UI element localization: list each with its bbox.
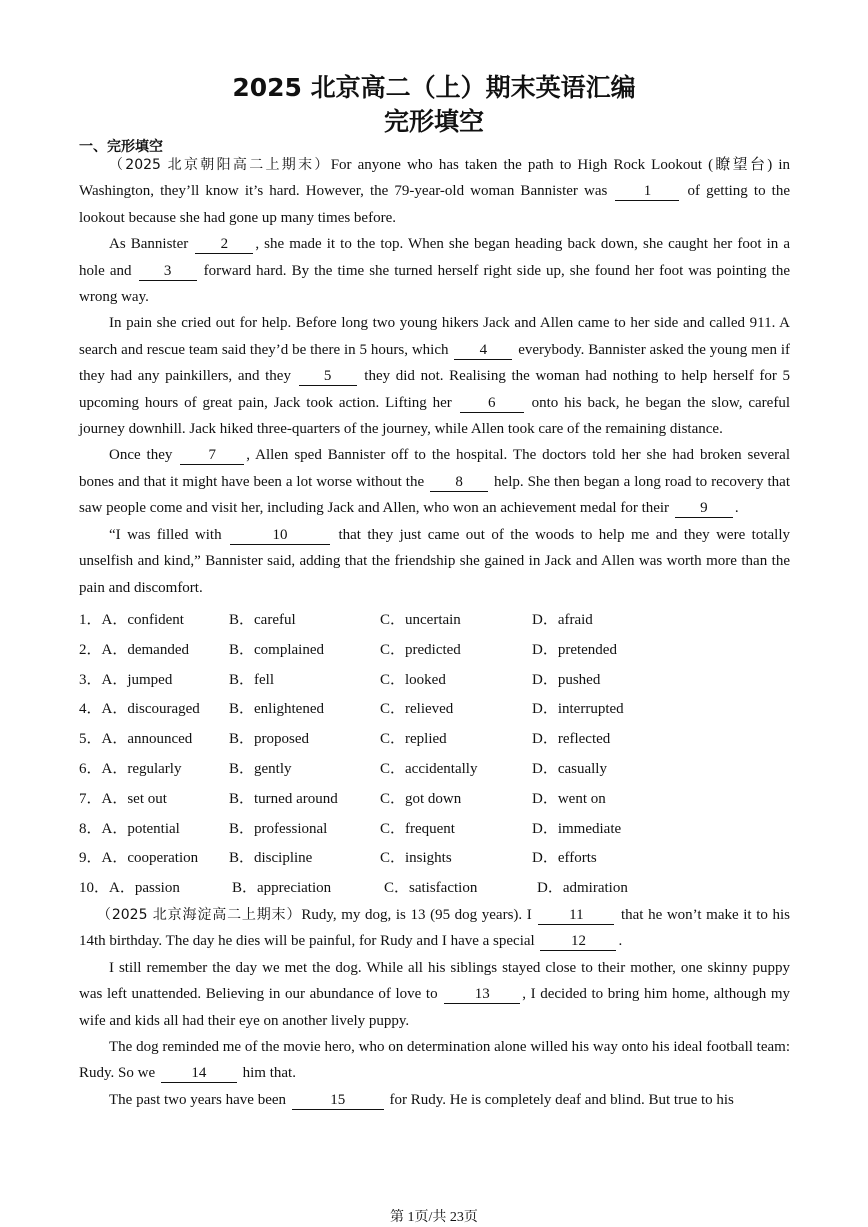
option-row bbox=[79, 691, 790, 721]
passage-source: （2025 北京海淀高二上期末） bbox=[97, 907, 302, 923]
passage-source: （2025 北京朝阳高二上期末） bbox=[109, 157, 331, 173]
option[interactable]: C．got down bbox=[380, 790, 462, 807]
option[interactable]: B．gently bbox=[229, 760, 292, 777]
option-row bbox=[79, 602, 790, 632]
option-row bbox=[79, 632, 790, 662]
option[interactable]: D．afraid bbox=[532, 612, 593, 628]
answer-options bbox=[79, 602, 790, 900]
option[interactable]: B．discipline bbox=[229, 850, 313, 867]
passage-1 bbox=[79, 152, 790, 601]
option[interactable]: 7．A．set out bbox=[79, 790, 167, 807]
paragraph: In pain she cried out for help. Before long two young hikers Jack and Allen came to her side and called 911. A search and rescue team said they’d be there in 5 hours, which 4 everybody. Bannister asked the young men if they had any painkillers, and they 5 they did not. Realising the woman had nothing to help herself for 5 upcoming hours of great pain, Jack took action. Lifting her 6 onto his back, he began the slow, careful journey downhill. Jack hiked three-quarters of the journey, while Allen took care of the remaining distance. bbox=[79, 315, 790, 438]
paragraph: （2025 北京朝阳高二上期末）For anyone who has taken the path to High Rock Lookout (瞭望台) in Washington, they’ll know it’s hard. However, the 79-year-old woman Bannister was 1 of getting to the lookout because she had gone up many times before. bbox=[79, 157, 790, 226]
option[interactable]: B．complained bbox=[229, 641, 324, 658]
option[interactable]: C．predicted bbox=[380, 641, 461, 658]
answer-blank[interactable]: 7 bbox=[180, 447, 244, 465]
option[interactable]: 3．A．jumped bbox=[79, 671, 173, 688]
option[interactable]: 8．A．potential bbox=[79, 820, 180, 837]
option[interactable]: 5．A．announced bbox=[79, 731, 193, 748]
option[interactable]: C．looked bbox=[380, 671, 446, 688]
answer-blank[interactable]: 13 bbox=[444, 986, 520, 1004]
option[interactable]: D．pushed bbox=[532, 671, 601, 688]
answer-blank[interactable]: 5 bbox=[299, 368, 357, 386]
paragraph: “I was filled with 10 that they just came out of the woods to help me and they were totally unselfish and kind,” Bannister said, adding that the friendship she gained in Jack and Allen was worth more than the pain and discomfort. bbox=[79, 526, 790, 596]
paragraph: I still remember the day we met the dog. While all his siblings stayed close to their mother, one skinny puppy was left unattended. Believing in our abundance of love to 13 , I decided to bring him home, although my wife and kids all had their eye on another lively puppy. bbox=[79, 959, 790, 1029]
option[interactable]: B．proposed bbox=[229, 731, 309, 748]
option[interactable]: C．replied bbox=[380, 731, 447, 748]
option[interactable]: D．efforts bbox=[532, 850, 597, 867]
answer-blank[interactable]: 12 bbox=[540, 933, 616, 951]
answer-blank[interactable]: 10 bbox=[230, 527, 330, 545]
answer-blank[interactable]: 8 bbox=[430, 474, 488, 492]
option[interactable]: 9．A．cooperation bbox=[79, 850, 199, 867]
answer-blank[interactable]: 9 bbox=[675, 500, 733, 518]
option-row bbox=[79, 751, 790, 781]
paragraph: Once they 7 , Allen sped Bannister off to the hospital. The doctors told her she had broken several bones and that it might have been a lot worse without the 8 help. She then began a long road to recovery that saw people come and visit her, including Jack and Allen, who won an achievement medal for their 9 . bbox=[79, 447, 790, 517]
paragraph: （2025 北京海淀高二上期末）Rudy, my dog, is 13 (95 dog years). I 11 that he won’t make it to his 14th birthday. The day he dies will be painful, for Rudy and I have a special 12 . bbox=[79, 907, 790, 950]
option[interactable]: D．reflected bbox=[532, 731, 611, 748]
answer-blank[interactable]: 11 bbox=[538, 907, 614, 925]
option[interactable]: D．pretended bbox=[532, 641, 617, 658]
option[interactable]: B．professional bbox=[229, 820, 328, 837]
option[interactable]: C．uncertain bbox=[380, 612, 461, 628]
paragraph: The past two years have been 15 for Rudy. He is completely deaf and blind. But true to his bbox=[109, 1091, 734, 1108]
option-row bbox=[79, 840, 790, 870]
option[interactable]: D．interrupted bbox=[532, 701, 624, 718]
document-title: 2025 北京高二（上）期末英语汇编 bbox=[232, 73, 636, 102]
option[interactable]: 4．A．discouraged bbox=[79, 701, 200, 718]
option-row bbox=[79, 721, 790, 751]
answer-blank[interactable]: 2 bbox=[195, 236, 253, 254]
option[interactable]: B．fell bbox=[229, 671, 274, 688]
page-number: 第 1页/共 23页 bbox=[390, 1210, 478, 1225]
option[interactable]: 10．A．passion bbox=[79, 880, 180, 897]
answer-blank[interactable]: 15 bbox=[292, 1092, 384, 1110]
option-row bbox=[79, 781, 790, 811]
passage-2 bbox=[79, 902, 790, 1113]
answer-blank[interactable]: 3 bbox=[139, 263, 197, 281]
option[interactable]: C．satisfaction bbox=[384, 880, 478, 897]
answer-blank[interactable]: 4 bbox=[454, 342, 512, 360]
option[interactable]: B．appreciation bbox=[232, 880, 332, 897]
answer-blank[interactable]: 6 bbox=[460, 395, 524, 413]
option[interactable]: D．casually bbox=[532, 760, 607, 777]
option[interactable]: 2．A．demanded bbox=[79, 641, 189, 658]
option[interactable]: B．enlightened bbox=[229, 701, 324, 718]
document-subtitle: 完形填空 bbox=[383, 107, 484, 136]
answer-blank[interactable]: 1 bbox=[615, 183, 679, 201]
paragraph: The dog reminded me of the movie hero, who on determination alone willed his way onto his ideal football team: Rudy. So we 14 him that. bbox=[79, 1039, 790, 1082]
option-row bbox=[79, 870, 790, 900]
option-row bbox=[79, 811, 790, 841]
option[interactable]: B．turned around bbox=[229, 790, 338, 807]
option[interactable]: D．went on bbox=[532, 790, 606, 807]
answer-blank[interactable]: 14 bbox=[161, 1065, 237, 1083]
option[interactable]: C．insights bbox=[380, 850, 452, 867]
option[interactable]: C．relieved bbox=[380, 701, 454, 718]
option[interactable]: C．accidentally bbox=[380, 760, 478, 777]
option-row bbox=[79, 662, 790, 692]
option[interactable]: C．frequent bbox=[380, 820, 455, 837]
option[interactable]: 1．A．confident bbox=[79, 612, 184, 628]
option[interactable]: 6．A．regularly bbox=[79, 760, 182, 777]
paragraph: As Bannister 2 , she made it to the top. When she began heading back down, she caught her foot in a hole and 3 forward hard. By the time she turned herself right side up, she found her foot was pointing the wrong way. bbox=[79, 236, 791, 306]
option[interactable]: D．admiration bbox=[537, 880, 628, 897]
section-heading: 一、完形填空 bbox=[79, 139, 163, 155]
option[interactable]: B．careful bbox=[229, 612, 296, 628]
option[interactable]: D．immediate bbox=[532, 820, 622, 837]
